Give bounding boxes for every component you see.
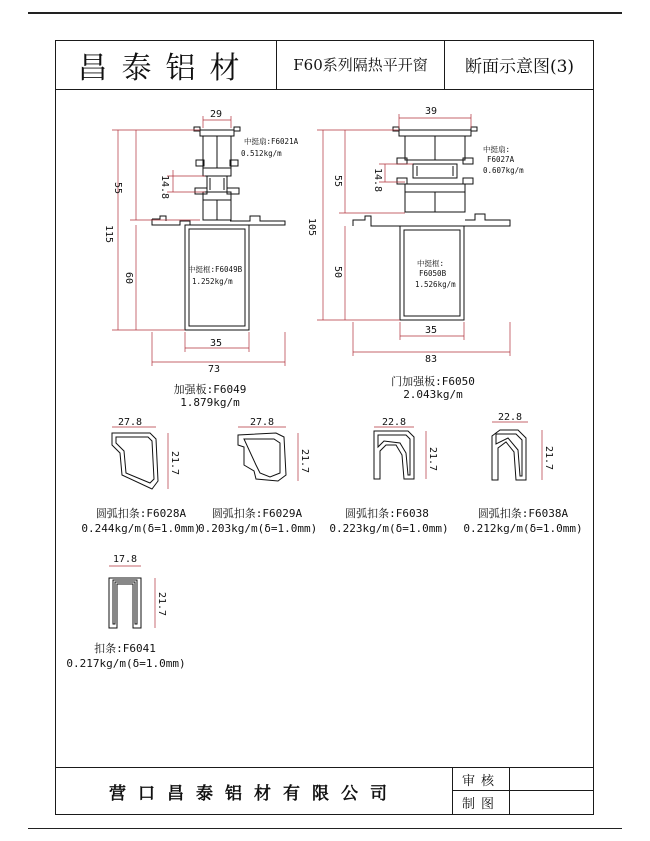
door-dim-148: 14.8 xyxy=(372,168,383,193)
mullion-dim-60: 60 xyxy=(123,272,134,285)
door-weight-top: 0.607kg/m xyxy=(483,166,524,175)
mullion-label-bottom: 中挺框:F6049B xyxy=(188,265,243,274)
page-bottom-rule xyxy=(28,828,622,829)
section-title: 断面示意图(3) xyxy=(464,57,575,77)
door-thermal-break xyxy=(413,164,457,178)
door-dim-top: 39 xyxy=(425,106,438,117)
footer-draw-label-cell xyxy=(452,790,510,815)
door-dim-35: 35 xyxy=(425,325,438,336)
bead4-h: 21.7 xyxy=(543,446,554,471)
bead5-w: 17.8 xyxy=(113,554,138,565)
door-label-bottom2: F6050B xyxy=(419,269,447,278)
mullion-dim-148: 14.8 xyxy=(159,175,170,200)
footer-draw-value-cell xyxy=(509,790,594,815)
footer-company-cell xyxy=(55,767,452,815)
door-label-top2: F6027A xyxy=(487,155,515,164)
mullion-dim-55: 55 xyxy=(112,182,123,195)
bead3-weight: 0.223kg/m(δ=1.0mm) xyxy=(329,522,449,535)
company-title: 昌泰铝材 xyxy=(77,50,254,86)
mullion-profile-drawing xyxy=(100,100,300,375)
bead5-drawing xyxy=(95,548,180,638)
footer-company-name: 营口昌泰铝材有限公司 xyxy=(109,783,399,804)
header-section-cell xyxy=(445,40,594,90)
bead4-drawing xyxy=(482,410,572,495)
bead2-weight: 0.203kg/m(δ=1.0mm) xyxy=(198,522,318,535)
door-dim-50: 50 xyxy=(332,266,343,279)
bead2-drawing xyxy=(230,415,320,495)
footer-review-value-cell xyxy=(509,767,594,791)
mullion-weight-top: 0.512kg/m xyxy=(241,149,282,158)
mullion-dim-115: 115 xyxy=(103,225,114,244)
bead3-drawing xyxy=(362,415,452,495)
mullion-caption-name: 加强板:F6049 xyxy=(173,383,247,396)
bead1-drawing xyxy=(100,415,190,495)
door-weight-bottom: 1.526kg/m xyxy=(415,280,456,289)
mullion-dim-35: 35 xyxy=(210,338,223,349)
mullion-dim-top: 29 xyxy=(210,109,223,120)
door-dim-55: 55 xyxy=(332,175,343,188)
bead2-w: 27.8 xyxy=(250,417,275,428)
page-top-rule xyxy=(28,12,622,14)
bead1-weight: 0.244kg/m(δ=1.0mm) xyxy=(81,522,201,535)
bead1-h: 21.7 xyxy=(169,451,180,476)
door-mullion-profile-drawing xyxy=(305,100,530,365)
door-caption-weight: 2.043kg/m xyxy=(403,388,463,401)
bead4-name: 圆弧扣条:F6038A xyxy=(477,507,569,520)
mullion-sash-top-flange xyxy=(200,130,234,136)
header-series-cell xyxy=(277,40,445,90)
door-label-top: 中挺扇: xyxy=(483,145,511,154)
bead5-h: 21.7 xyxy=(156,592,167,617)
footer-review-label-cell xyxy=(452,767,510,791)
bead4-w: 22.8 xyxy=(498,412,523,423)
series-title: F60系列隔热平开窗 xyxy=(293,56,428,74)
door-caption-name: 门加强板:F6050 xyxy=(391,375,475,388)
bead5-name: 扣条:F6041 xyxy=(94,642,156,655)
bead2-name: 圆弧扣条:F6029A xyxy=(211,507,303,520)
bead5-weight: 0.217kg/m(δ=1.0mm) xyxy=(66,657,186,670)
mullion-weight-bottom: 1.252kg/m xyxy=(192,277,233,286)
header-company-cell xyxy=(55,40,277,90)
door-label-bottom: 中挺框: xyxy=(417,259,445,268)
bead1-name: 圆弧扣条:F6028A xyxy=(95,507,187,520)
bead2-h: 21.7 xyxy=(299,449,310,474)
bead3-name: 圆弧扣条:F6038 xyxy=(345,507,429,520)
mullion-caption-weight: 1.879kg/m xyxy=(180,396,240,409)
bead3-h: 21.7 xyxy=(427,447,438,472)
door-dim-105: 105 xyxy=(306,218,317,237)
mullion-dim-73: 73 xyxy=(208,364,221,375)
draw-label: 制图 xyxy=(461,797,500,812)
review-label: 审核 xyxy=(461,773,500,789)
bead1-w: 27.8 xyxy=(118,417,143,428)
door-dim-83: 83 xyxy=(425,354,438,365)
bead4-weight: 0.212kg/m(δ=1.0mm) xyxy=(463,522,583,535)
bead3-w: 22.8 xyxy=(382,417,407,428)
mullion-label-top: 中挺扇:F6021A xyxy=(244,137,299,146)
